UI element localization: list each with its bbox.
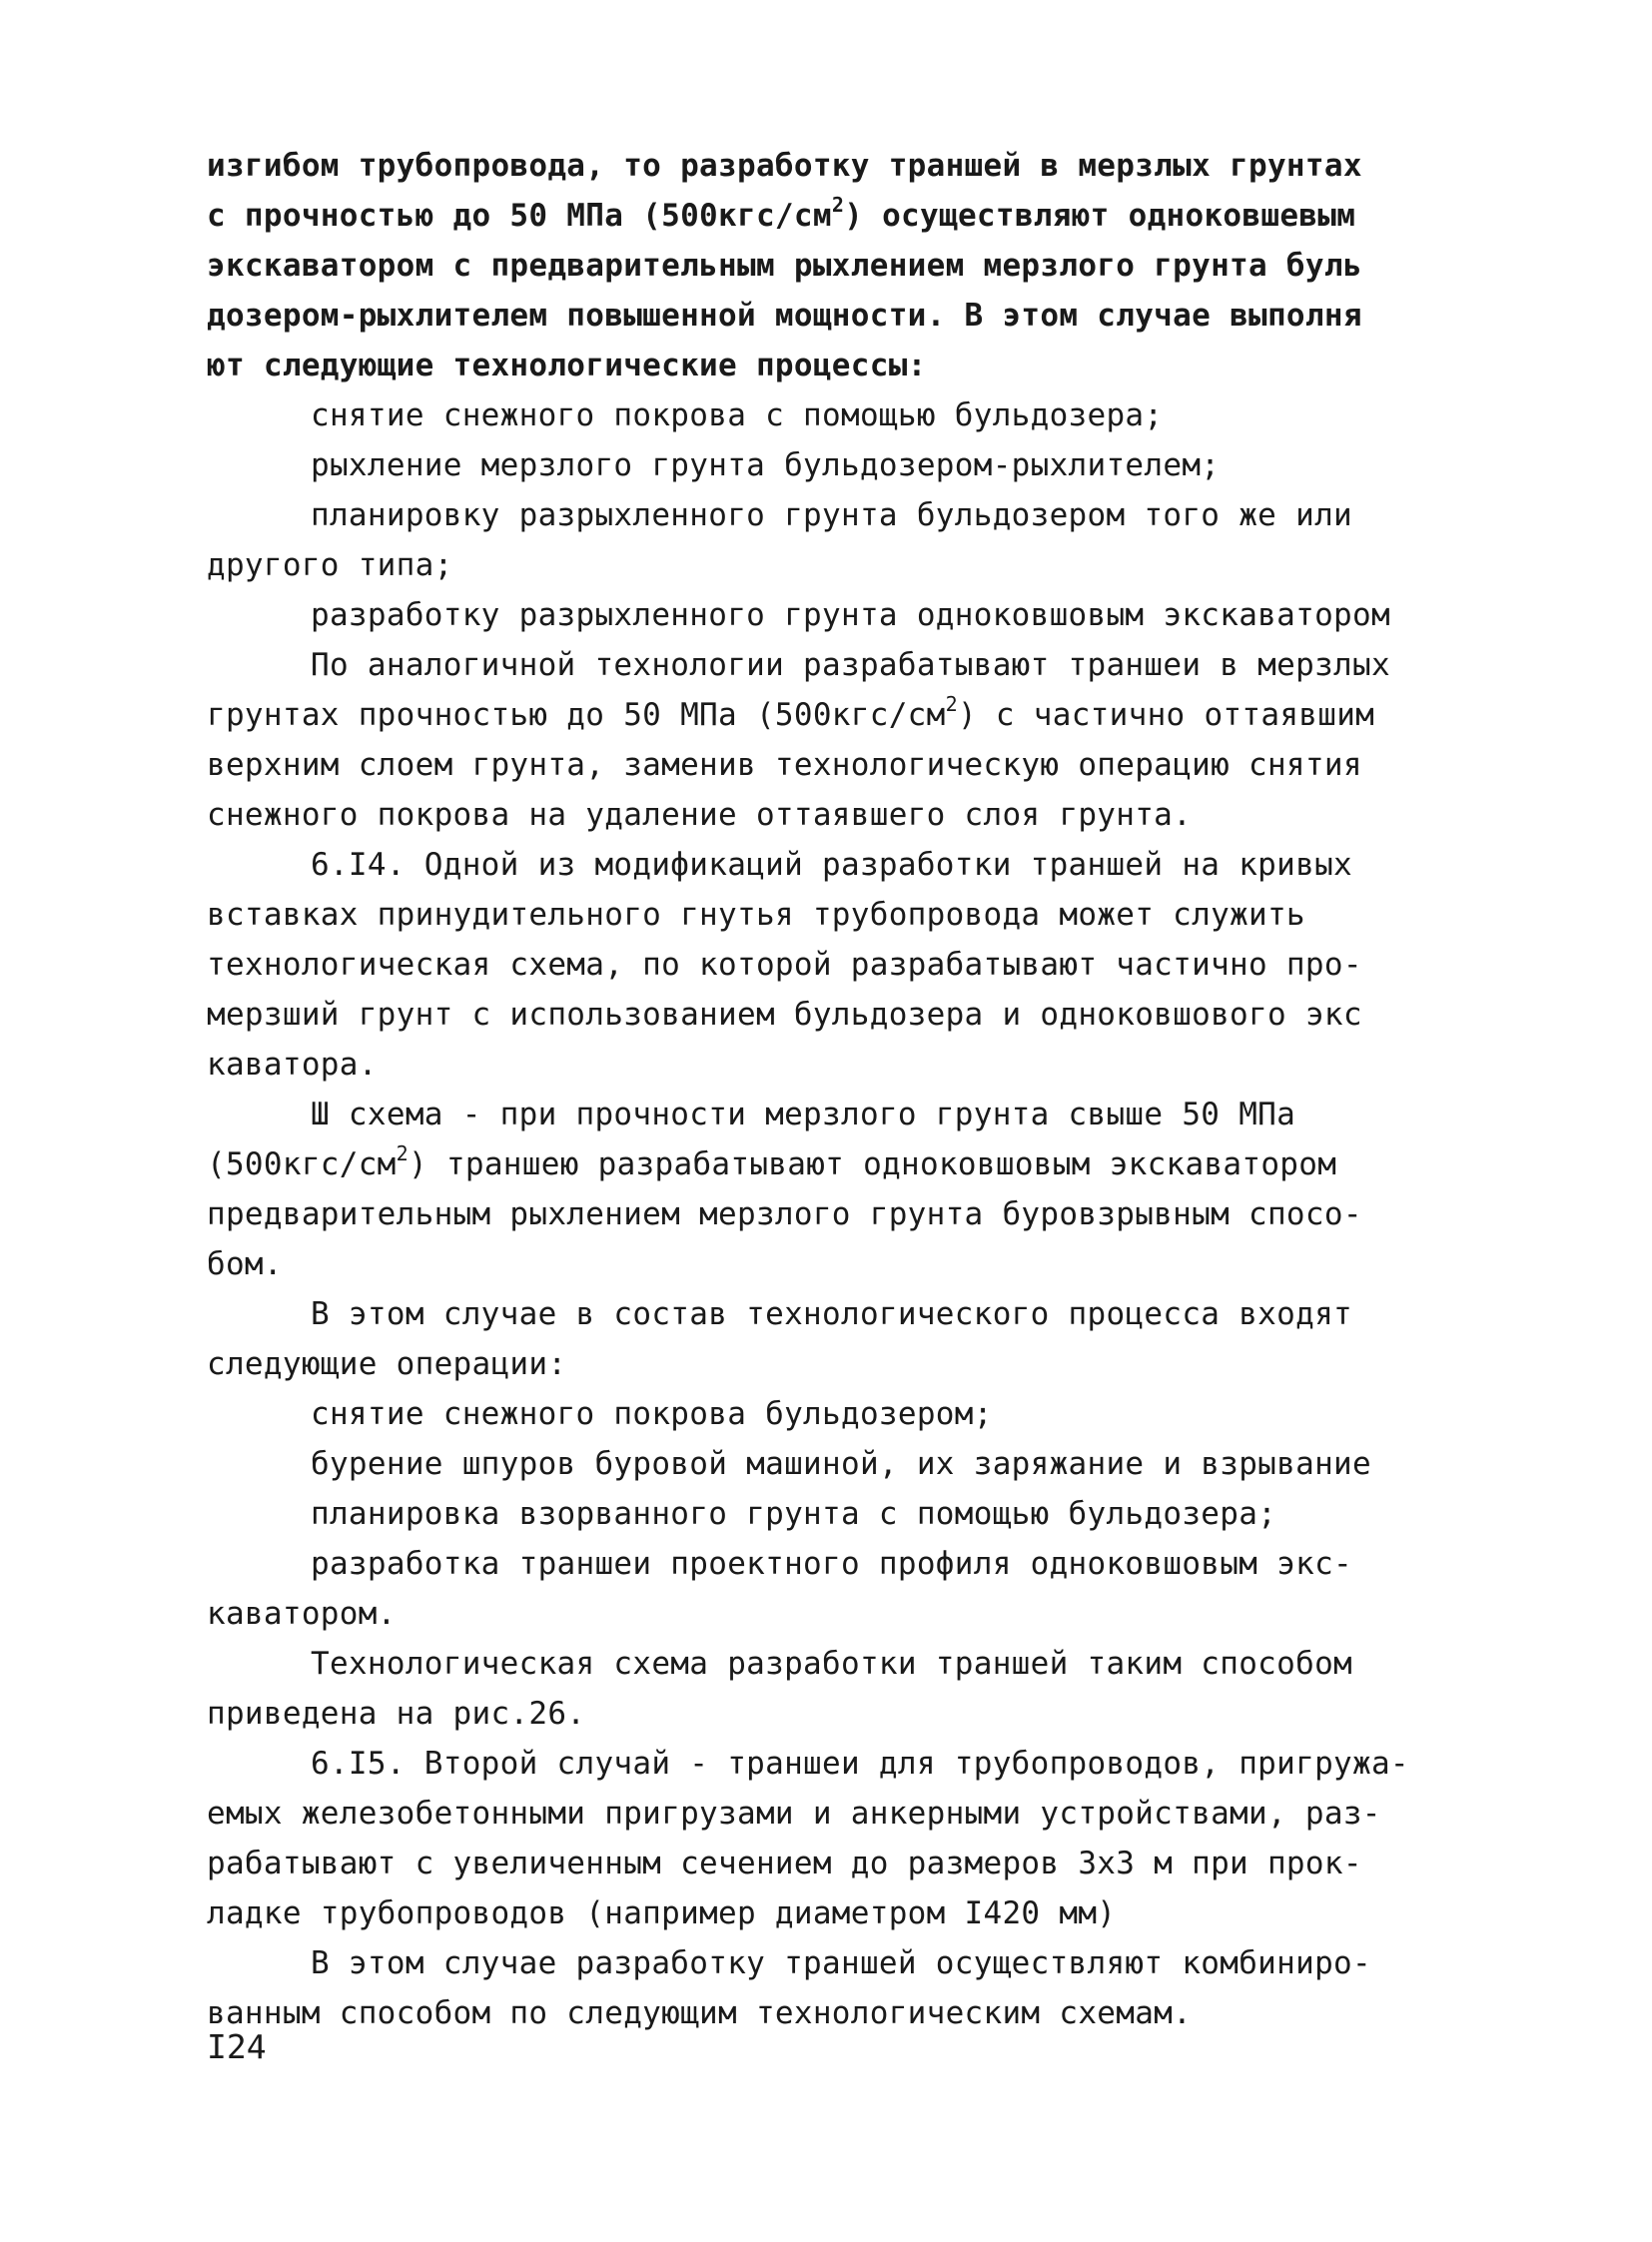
text-line	[311, 1744, 1409, 1784]
text-line-content: мерзший грунт с использованием бульдозера и одноковшового экс	[207, 997, 1362, 1033]
text-line-content: ванным способом по следующим технологическим схемам.	[207, 1995, 1193, 2031]
text-line	[207, 945, 1362, 985]
text-line	[207, 1045, 378, 1085]
text-line	[311, 1444, 1371, 1484]
text-line-content: ют следующие технологические процессы:	[207, 348, 927, 383]
text-line-content: В этом случае в состав технологического процесса входят	[311, 1296, 1352, 1332]
text-line	[311, 1095, 1295, 1134]
text-line-tail: ) траншею разрабатывают одноковшовым экскаватором	[408, 1146, 1337, 1182]
text-line	[311, 1494, 1276, 1534]
text-line	[311, 595, 1390, 635]
text-line	[311, 1294, 1352, 1334]
text-line-content: рыхление мерзлого грунта бульдозером-рыхлителем;	[311, 447, 1221, 483]
text-line	[207, 1694, 585, 1734]
text-line-content: с прочностью до 50 МПа (500кгс/см	[207, 198, 832, 234]
text-line-content: экскаватором с предварительным рыхлением мерзлого грунта буль	[207, 248, 1362, 284]
superscript: 2	[396, 1141, 409, 1165]
text-line-content: бом.	[207, 1246, 283, 1282]
text-line	[207, 995, 1362, 1035]
text-line	[311, 445, 1220, 485]
text-line	[311, 1394, 993, 1434]
text-line	[207, 1344, 566, 1384]
text-line	[311, 1644, 1352, 1684]
text-line-content: В этом случае разработку траншей осуществляют комбиниро-	[311, 1945, 1371, 1981]
text-line	[207, 1794, 1381, 1834]
text-line	[311, 845, 1352, 885]
text-line-content: 6.I4. Одной из модификаций разработки траншей на кривых	[311, 847, 1352, 883]
text-line-content: разработку разрыхленного грунта одноковшовым экскаватором	[311, 597, 1390, 633]
text-line-content: приведена на рис.26.	[207, 1696, 586, 1732]
text-line	[311, 495, 1352, 535]
text-line	[207, 745, 1362, 785]
page-number: I24	[207, 2027, 267, 2066]
text-line-content: планировку разрыхленного грунта бульдозером того же или	[311, 497, 1352, 533]
text-line-content: По аналогичной технологии разрабатывают траншеи в мерзлых	[311, 647, 1390, 683]
text-line	[207, 193, 1356, 236]
text-line	[207, 146, 1362, 186]
text-line-content: предварительным рыхлением мерзлого грунта буровзрывным спосо-	[207, 1196, 1362, 1232]
text-line-content: грунтах прочностью до 50 МПа (500кгс/см	[207, 697, 946, 733]
text-line	[311, 1943, 1371, 1983]
text-line	[311, 395, 1163, 435]
text-line-content: технологическая схема, по которой разрабатывают частично про-	[207, 947, 1362, 983]
text-line-content: другого типа;	[207, 547, 453, 583]
text-line-content: дозером-рыхлителем повышенной мощности. В этом случае выполня	[207, 298, 1362, 334]
text-line	[207, 1244, 283, 1284]
text-line-content: планировка взорванного грунта с помощью бульдозера;	[311, 1496, 1277, 1532]
text-line	[207, 246, 1362, 286]
text-line-content: снежного покрова на удаление оттаявшего слоя грунта.	[207, 797, 1193, 833]
text-line-tail: ) осуществляют одноковшевым	[844, 198, 1356, 234]
text-line-content: бурение шпуров буровой машиной, их заряжание и взрывание	[311, 1446, 1371, 1482]
text-line-content: разработка траншеи проектного профиля одноковшовым экс-	[311, 1546, 1352, 1582]
text-line-content: (500кгс/см	[207, 1146, 397, 1182]
text-line	[311, 645, 1390, 685]
text-line-content: Технологическая схема разработки траншей таким способом	[311, 1646, 1352, 1682]
text-line-content: Ш схема - при прочности мерзлого грунта свыше 50 МПа	[311, 1097, 1296, 1132]
text-line	[207, 1993, 1192, 2033]
text-line	[207, 545, 453, 585]
text-line-content: каватором.	[207, 1596, 397, 1632]
text-line-content: вставках принудительного гнутья трубопровода может служить	[207, 897, 1305, 933]
superscript: 2	[831, 193, 845, 217]
text-line	[207, 1141, 1337, 1184]
text-line-content: рабатывают с увеличенным сечением до размеров 3х3 м при прок-	[207, 1846, 1362, 1881]
text-line-content: 6.I5. Второй случай - траншеи для трубопроводов, пригружа-	[311, 1746, 1409, 1782]
text-line	[207, 692, 1375, 735]
text-line-content: изгибом трубопровода, то разработку траншей в мерзлых грунтах	[207, 148, 1362, 184]
text-line-tail: ) с частично оттаявшим	[957, 697, 1375, 733]
text-line-content: снятие снежного покрова бульдозером;	[311, 1396, 993, 1432]
text-line-content: каватора.	[207, 1047, 378, 1083]
text-line	[207, 795, 1192, 835]
text-line	[311, 1544, 1352, 1584]
text-line-content: верхним слоем грунта, заменив технологическую операцию снятия	[207, 747, 1362, 783]
text-line-content: следующие операции:	[207, 1346, 567, 1382]
text-line	[207, 346, 927, 385]
text-line	[207, 895, 1305, 935]
text-line	[207, 1844, 1362, 1883]
text-line	[207, 1594, 397, 1634]
text-line	[207, 1194, 1362, 1234]
text-line	[207, 296, 1362, 336]
superscript: 2	[945, 692, 958, 716]
text-line-content: снятие снежного покрова с помощью бульдозера;	[311, 397, 1164, 433]
text-line	[207, 1893, 1116, 1933]
text-line-content: ладке трубопроводов (например диаметром I420 мм)	[207, 1895, 1117, 1931]
text-line-content: емых железобетонными пригрузами и анкерными устройствами, раз-	[207, 1796, 1381, 1832]
